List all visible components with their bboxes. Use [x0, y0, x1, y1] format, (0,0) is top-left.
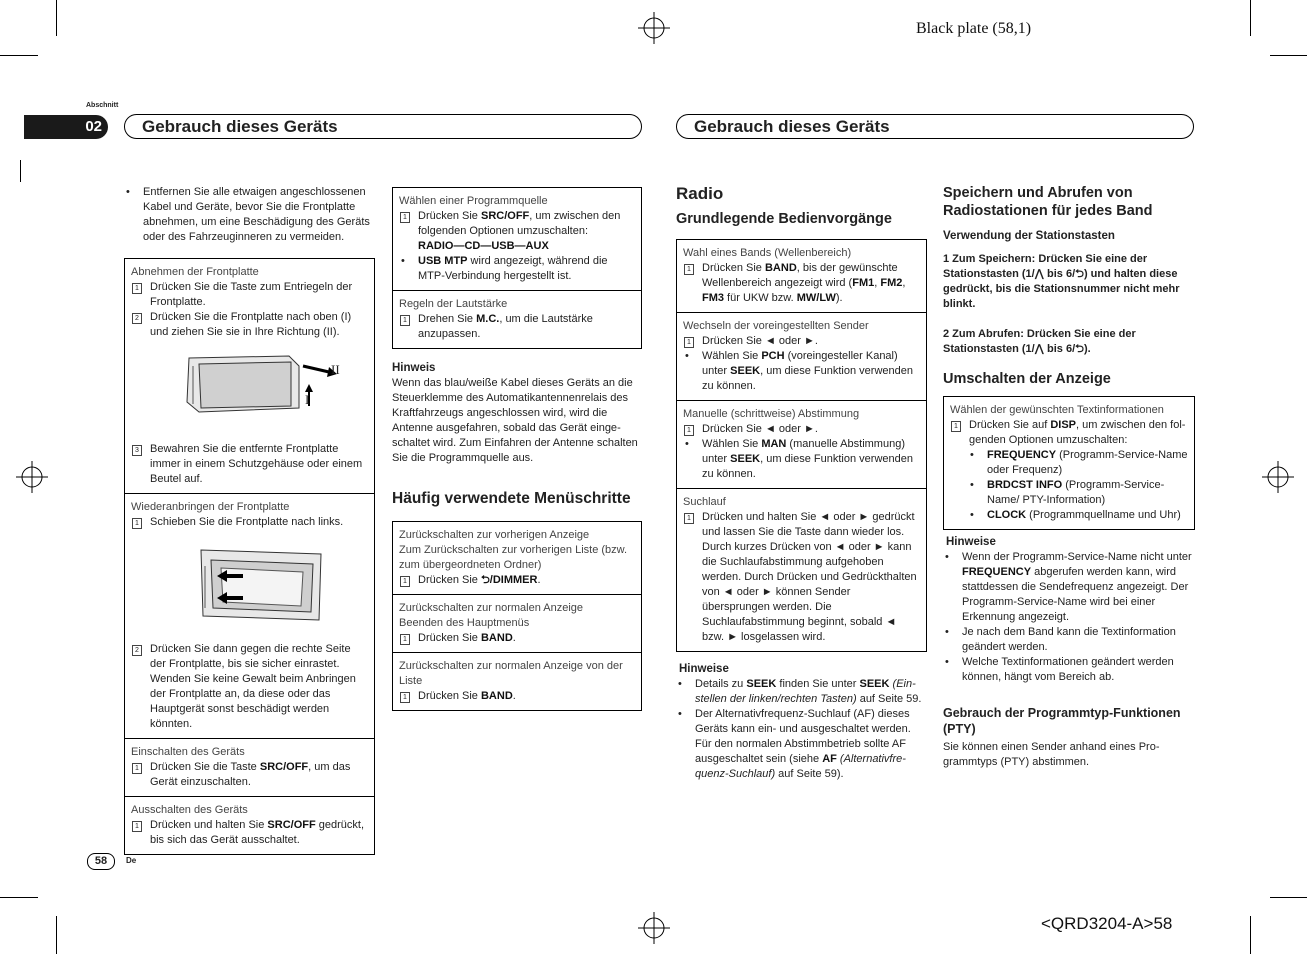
- key-label: SRC/OFF: [480, 210, 530, 222]
- step-text: Drücken Sie die Frontplatte nach oben (I) und ziehen Sie sie in Ihre Richtung (II).: [150, 311, 352, 338]
- step-number: 1: [684, 337, 694, 348]
- key-label: BAND: [480, 690, 513, 702]
- language-label: De: [126, 856, 137, 865]
- step-note: Wenden Sie keine Gewalt beim Anbringen der Frontplatte an, da diese oder das Hauptgerät sonst beschädigt werden könnten.: [150, 673, 356, 730]
- key-label: DISP: [1050, 419, 1077, 431]
- key-label: BAND: [480, 632, 513, 644]
- hint-text: Wenn das blau/weiße Kabel dieses Geräts an die Steuerklemme des Automatikantennenrelais des Kraftfahrzeugs angeschlossen wird, wird die Antenne ausgefahren, sobald das Gerät eingeschaltet wird. Zum Einfahren der Antenne schalten Sie die Programmquelle aus.: [392, 377, 638, 464]
- step-text: , um das Gerät einzuschalten.: [150, 761, 351, 788]
- document-code: <QRD3204-A>58: [1041, 914, 1173, 933]
- key-label: SEEK: [859, 678, 890, 690]
- step-text: gedrückt, bis sich das Gerät ausschaltet.: [150, 819, 365, 846]
- display-title: Umschalten der Anzeige: [943, 371, 1111, 387]
- hint-text: Wenn der Programm-Service-Name nicht unter: [962, 551, 1192, 563]
- key-label: SEEK: [730, 453, 761, 465]
- key-label: SRC/OFF: [259, 761, 309, 773]
- crop-mark: [1270, 55, 1307, 56]
- step-text: (Programmquellname und Uhr): [1026, 509, 1181, 521]
- bullet: [943, 550, 962, 625]
- key-label: FREQUENCY: [987, 449, 1057, 461]
- page-number: 58: [87, 853, 115, 870]
- bullet: [124, 185, 143, 245]
- frontpanel-remove-icon: [131, 346, 371, 436]
- crop-mark: [1250, 916, 1251, 954]
- step-text: .: [537, 574, 541, 586]
- registration-mark-icon: [638, 12, 670, 44]
- step-text: , um die Lautstärke anzupassen.: [418, 313, 593, 340]
- section-caption: Regeln der Lautstärke: [399, 298, 508, 310]
- bullet: [968, 478, 987, 508]
- registration-mark-icon: [16, 461, 48, 493]
- column-3: [676, 184, 927, 782]
- key-label: AF: [822, 753, 837, 765]
- crop-mark: [0, 897, 38, 898]
- step-text: Drehen Sie: [418, 313, 477, 325]
- hint-title: Hinweis: [392, 362, 436, 374]
- column-4: [943, 184, 1195, 770]
- step-number: 1: [951, 421, 961, 432]
- list-section: [393, 652, 641, 710]
- step-text: , um zwischen den folgenden Optionen umzuschalten:: [418, 210, 621, 237]
- hint-text: Welche Textinformationen geändert werden können, hängt vom Bereich ab.: [962, 656, 1174, 683]
- step-text: ,: [874, 277, 881, 289]
- column-2: [392, 187, 642, 711]
- step-text: .: [512, 690, 516, 702]
- step-text: Drücken Sie: [702, 262, 765, 274]
- section-caption: Manuelle (schrittweise) Abstimmung: [683, 408, 860, 420]
- key-label: SEEK: [746, 678, 777, 690]
- bullet: [683, 349, 702, 394]
- section-caption: Wählen der gewünschten Textinformationen: [950, 404, 1164, 416]
- instruction-box: [124, 258, 375, 855]
- menu-title: Häufig verwendete Menüschritte: [392, 490, 631, 507]
- step-text: (Programm-Service-Name/ PTY-Information): [987, 479, 1165, 506]
- key-label: MW/LW: [796, 292, 836, 304]
- key-label: CLOCK: [987, 509, 1027, 521]
- step-text: Drücken Sie die Taste: [150, 761, 260, 773]
- hint-text: finden Sie unter: [776, 678, 860, 690]
- source-options: RADIO—CD—USB—AUX: [418, 240, 549, 252]
- hint-text: Der Alternativfrequenz-Suchlauf (AF) dieses Geräts kann ein- und ausgeschaltet werden. Für den normalen Abstimmbetrieb sollte AF ausgeschaltet sein (siehe: [695, 708, 911, 765]
- hint-text: Je nach dem Band kann die Textinformation geändert werden.: [962, 626, 1176, 653]
- step-number: 1: [132, 763, 142, 774]
- step-number: 1: [132, 821, 142, 832]
- step-text: , um zwischen den folgenden Optionen umzuschalten:: [969, 419, 1186, 446]
- section-subcaption: Zum Zurückschalten zur vorherigen Liste (bzw. zum übergeordneten Ordner): [399, 544, 628, 571]
- step-text: , um diese Funktion verwenden zu können.: [702, 365, 913, 392]
- section-caption: Suchlauf: [683, 496, 726, 508]
- step-text: ,: [902, 277, 906, 289]
- step-text: ).: [835, 292, 843, 304]
- preset-section: [677, 312, 926, 400]
- step-text: Schieben Sie die Frontplatte nach links.: [150, 516, 344, 528]
- manual-section: [677, 400, 926, 488]
- section-caption: Wechseln der voreingestellten Sender: [683, 320, 869, 332]
- source-section: [393, 188, 641, 290]
- bullet: [968, 448, 987, 478]
- hint-reference: (Alternativfrequenz-Suchlauf): [695, 753, 906, 780]
- step-text: .: [512, 632, 516, 644]
- step-number: 1: [684, 425, 694, 436]
- store-subtitle: Verwendung der Stationstasten: [943, 230, 1115, 242]
- key-label: MAN: [761, 438, 787, 450]
- label-I: I: [305, 392, 310, 407]
- hint-text: Details zu: [695, 678, 747, 690]
- bullet: [943, 625, 962, 655]
- section-caption: Einschalten des Geräts: [131, 746, 245, 758]
- radio-title: Radio: [676, 184, 724, 203]
- hint-text: auf Seite 59).: [775, 768, 844, 780]
- step-text: wird angezeigt, während die MTP-Verbindung hergestellt ist.: [418, 255, 608, 282]
- section-caption: Wiederanbringen der Frontplatte: [131, 501, 290, 513]
- step-text: Drücken Sie: [418, 210, 481, 222]
- instruction-box: [943, 396, 1195, 530]
- frontpanel-attach-icon: [131, 536, 371, 636]
- hint-text: abgerufen werden kann, wird stattdessen die Sendefrequenz angezeigt. Der Programm-Service-Name wird bei einer Erkennung angezeigt.: [962, 566, 1189, 623]
- step-text: Drücken Sie auf: [969, 419, 1051, 431]
- store-title: Speichern und Abrufen von Radiostationen für jedes Band: [943, 185, 1153, 219]
- key-label: ⮌/DIMMER: [480, 574, 538, 586]
- section-number-badge: 02: [24, 115, 108, 139]
- crop-mark: [1270, 897, 1307, 898]
- instruction-box: [392, 187, 642, 349]
- step-text: , bis der gewünschte Wellenbereich angezeigt wird (: [702, 262, 898, 289]
- section-caption: Abnehmen der Frontplatte: [131, 266, 259, 278]
- step-text: Drücken Sie: [418, 574, 481, 586]
- step-text: (Programm-Service-Name oder Frequenz): [987, 449, 1188, 476]
- key-label: FM1: [852, 277, 875, 289]
- power-off-section: [125, 796, 374, 854]
- step-number: 1: [400, 634, 410, 645]
- crop-mark: [56, 916, 57, 954]
- step-number: 1: [132, 518, 142, 529]
- section-caption: Wählen einer Programmquelle: [399, 195, 548, 207]
- hint-reference: (Einstellen der linken/rechten Tasten): [695, 678, 916, 705]
- step-text: Drücken Sie die Taste zum Entriegeln der Frontplatte.: [150, 281, 353, 308]
- step-text: Drücken und halten Sie: [150, 819, 268, 831]
- step-number: 1: [400, 315, 410, 326]
- key-label: SRC/OFF: [267, 819, 316, 831]
- step-text: für UKW bzw.: [724, 292, 797, 304]
- volume-section: [393, 290, 641, 348]
- step-number: 1: [684, 264, 694, 275]
- step-text: Drücken Sie ◄ oder ►.: [702, 423, 818, 435]
- step-number: 1: [400, 576, 410, 587]
- display-section: [944, 397, 1194, 529]
- step-text: , um diese Funktion verwenden zu können.: [702, 453, 913, 480]
- remove-section: [125, 259, 374, 493]
- store-step-2: 2 Zum Abrufen: Drücken Sie eine der Stationstasten (1/⋀ bis 6/⮌).: [943, 328, 1136, 355]
- attach-section: [125, 493, 374, 738]
- hints-title: Hinweise: [946, 536, 996, 548]
- step-text: Bewahren Sie die entfernte Frontplatte immer in einem Schutzgehäuse oder einem Beutel auf.: [150, 443, 363, 485]
- registration-mark-icon: [638, 912, 670, 944]
- instruction-box: [676, 239, 927, 652]
- key-label: USB MTP: [418, 255, 468, 267]
- key-label: SEEK: [730, 365, 761, 377]
- step-text: (voreingesteller Kanal) unter: [702, 350, 898, 377]
- key-label: BAND: [764, 262, 797, 274]
- section-caption: Zurückschalten zur normalen Anzeige von der Liste: [399, 660, 623, 687]
- key-label: PCH: [761, 350, 785, 362]
- bullet: [676, 707, 695, 782]
- crop-mark: [20, 160, 21, 182]
- seek-section: [677, 488, 926, 651]
- bullet: [968, 508, 987, 523]
- step-text: Drücken und halten Sie ◄ oder ► gedrückt und lassen Sie die Taste dann wieder los. Durch kurzes Drücken von ◄ oder ► kann die Suchlaufabstimmung aufgehoben werden. Durch Drücken und Gedrückthalten von ◄ oder ► können Sender übersprungen werden. Die Suchlaufabstimmung beginnt, sobald ◄ bzw. ► losgelassen wird.: [702, 511, 917, 643]
- step-text: Drücken Sie ◄ oder ►.: [702, 335, 818, 347]
- crop-mark: [1250, 0, 1251, 36]
- bullet: [399, 254, 418, 284]
- section-subcaption: Beenden des Hauptmenüs: [399, 617, 530, 629]
- store-step-1: 1 Zum Speichern: Drücken Sie eine der Stationstasten (1/⋀ bis 6/⮌) und halten diese gedrückt, bis die Stationsnummer nicht mehr blinkt.: [943, 253, 1180, 310]
- step-text: Wählen Sie: [702, 438, 762, 450]
- crop-mark: [56, 0, 57, 36]
- hints-title: Hinweise: [679, 663, 729, 675]
- step-number: 1: [684, 513, 694, 524]
- back-section: [393, 522, 641, 594]
- bullet: [943, 655, 962, 685]
- step-text: Drücken Sie: [418, 690, 481, 702]
- plate-label: Black plate (58,1): [916, 20, 1032, 37]
- normal-section: [393, 594, 641, 652]
- step-number: 1: [400, 212, 410, 223]
- instruction-box: [392, 521, 642, 711]
- header-left: Gebrauch dieses Geräts: [124, 114, 642, 139]
- section-label: Abschnitt: [86, 102, 119, 109]
- bullet: [683, 437, 702, 482]
- step-text: Wählen Sie: [702, 350, 762, 362]
- label-II: II: [331, 362, 340, 377]
- bullet: [676, 677, 695, 707]
- crop-mark: [0, 55, 38, 56]
- section-caption: Zurückschalten zur normalen Anzeige: [399, 602, 584, 614]
- step-text: Drücken Sie dann gegen die rechte Seite der Frontplatte, bis sie sicher einrastet.: [150, 643, 351, 670]
- step-number: 2: [132, 645, 142, 656]
- band-section: [677, 240, 926, 312]
- step-number: 1: [400, 692, 410, 703]
- column-1: [124, 185, 375, 855]
- hint-text: auf Seite 59.: [856, 693, 922, 705]
- pty-title: Gebrauch der Programmtyp-Funktionen (PTY): [943, 706, 1181, 736]
- power-on-section: [125, 738, 374, 796]
- step-number: 3: [132, 445, 142, 456]
- frontpanel-remove-illustration: [131, 346, 368, 436]
- key-label: FM2: [880, 277, 903, 289]
- intro-text: Entfernen Sie alle etwaigen angeschlossenen Kabel und Geräte, bevor Sie die Frontplatte abnehmen, um eine Beschädigung des Geräts oder des Fahrzeuginneren zu vermeiden.: [143, 186, 370, 243]
- header-right: Gebrauch dieses Geräts: [676, 114, 1194, 139]
- section-caption: Ausschalten des Geräts: [131, 804, 248, 816]
- section-caption: Wahl eines Bands (Wellenbereich): [683, 247, 852, 259]
- registration-mark-icon: [1262, 461, 1294, 493]
- key-label: BRDCST INFO: [987, 479, 1063, 491]
- key-label: FM3: [702, 292, 724, 304]
- radio-subtitle: Grundlegende Bedienvorgänge: [676, 211, 892, 227]
- key-label: M.C.: [476, 313, 500, 325]
- key-label: FREQUENCY: [962, 566, 1032, 578]
- step-text: (manuelle Abstimmung) unter: [702, 438, 905, 465]
- step-number: 2: [132, 313, 142, 324]
- frontpanel-attach-illustration: [131, 536, 368, 636]
- section-caption: Zurückschalten zur vorherigen Anzeige: [399, 529, 590, 541]
- step-text: Drücken Sie: [418, 632, 481, 644]
- step-number: 1: [132, 283, 142, 294]
- pty-text: Sie können einen Sender anhand eines Programmtyps (PTY) abstimmen.: [943, 741, 1160, 768]
